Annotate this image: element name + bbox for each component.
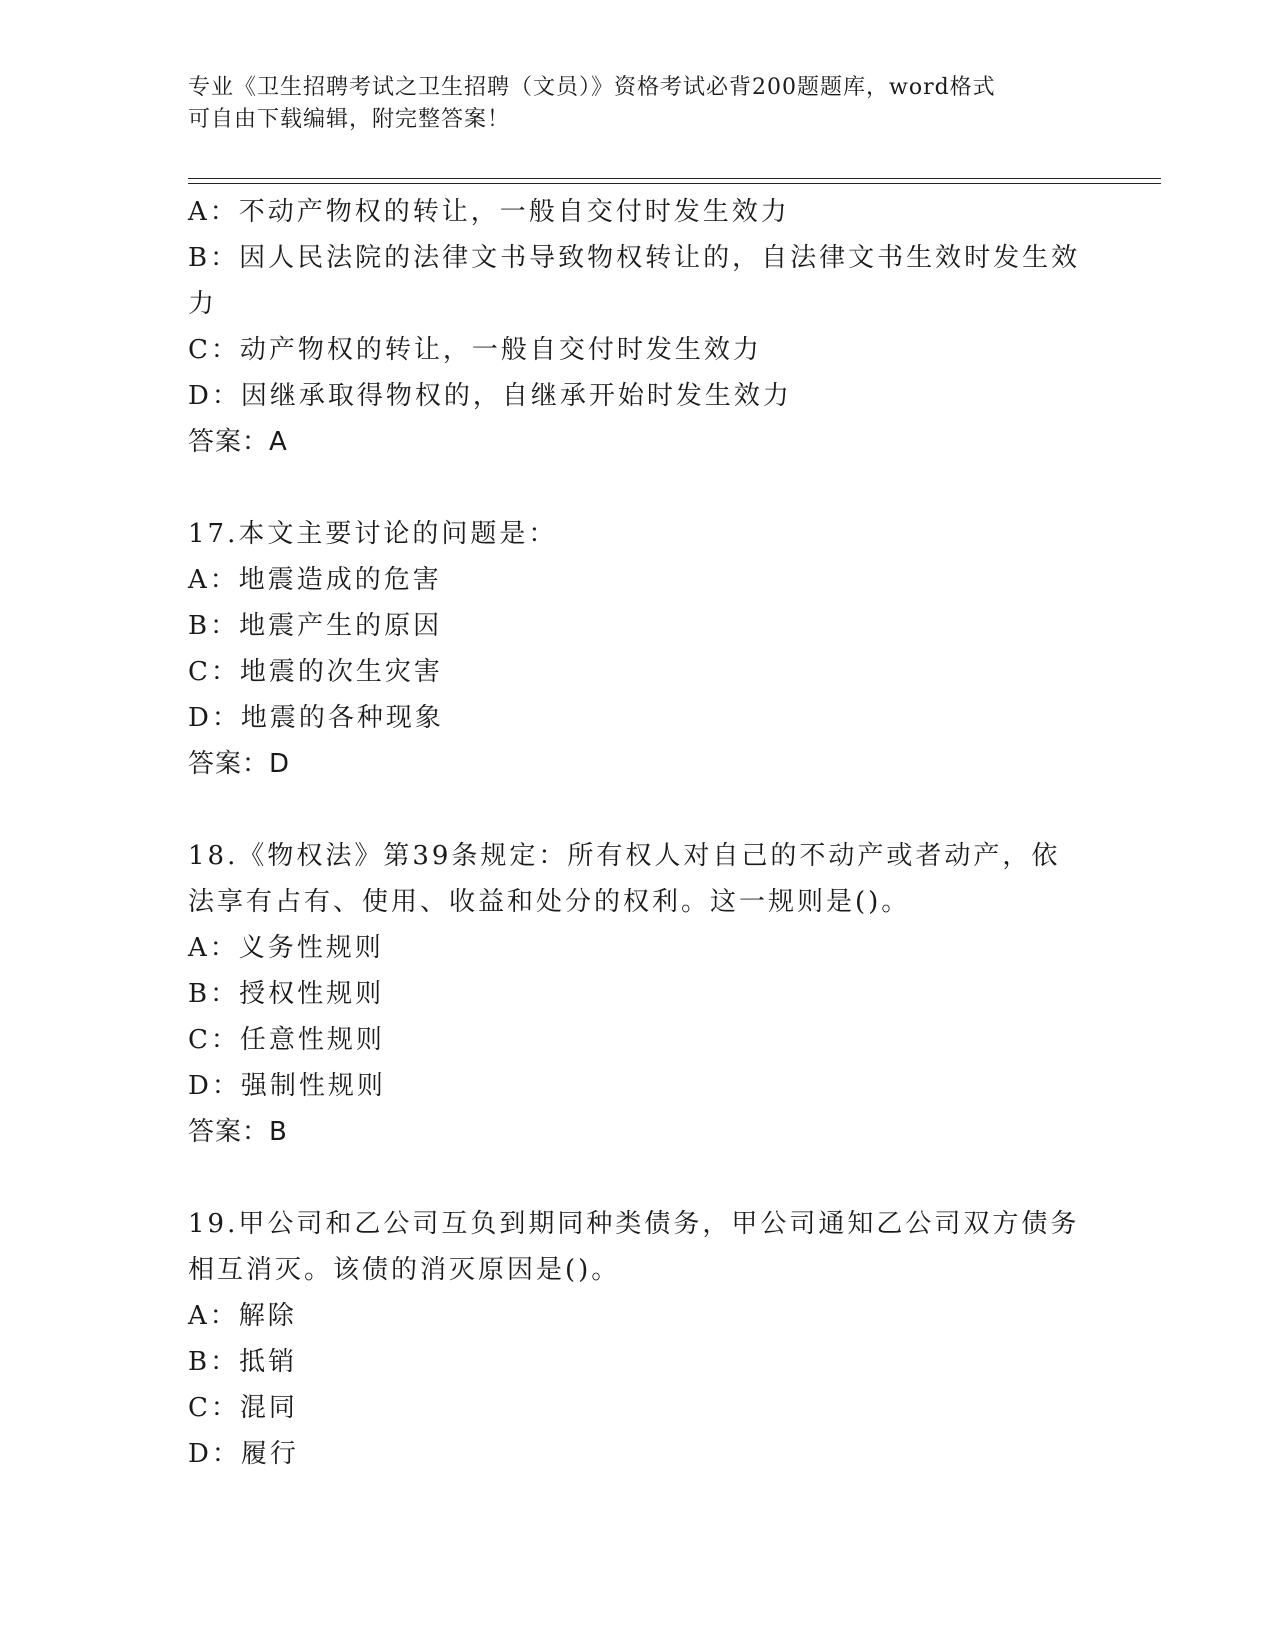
q19-option-a: A：解除	[188, 1301, 297, 1331]
spacer	[188, 787, 1088, 833]
q18-option-d: D：强制性规则	[188, 1071, 386, 1101]
q18-question-line-1: 18.《物权法》第39条规定：所有权人对自己的不动产或者动产，依	[188, 841, 1061, 871]
question-19	[188, 1201, 1088, 1477]
q18-option-c: C：任意性规则	[188, 1025, 385, 1055]
q16-option-b-line-1: B：因人民法院的法律文书导致物权转让的，自法律文书生效时发生效	[188, 243, 1081, 273]
q16-option-c: C：动产物权的转让，一般自交付时发生效力	[188, 335, 762, 365]
q19-question-line-1: 19.甲公司和乙公司互负到期同种类债务，甲公司通知乙公司双方债务	[188, 1209, 1080, 1239]
q19-option-c: C：混同	[188, 1393, 298, 1423]
q16-option-d: D：因继承取得物权的，自继承开始时发生效力	[188, 381, 792, 411]
question-17	[188, 511, 1088, 787]
header-divider-bottom	[188, 183, 1161, 184]
q19-option-d: D：履行	[188, 1439, 299, 1469]
q18-option-a: A：义务性规则	[188, 933, 384, 963]
header-divider-top	[188, 178, 1161, 179]
question-list	[188, 189, 1088, 1477]
q17-option-c: C：地震的次生灾害	[188, 657, 443, 687]
q17-option-a: A：地震造成的危害	[188, 565, 442, 595]
q17-option-d: D：地震的各种现象	[188, 703, 444, 733]
question-16	[188, 189, 1088, 465]
q18-question-line-2: 法享有占有、使用、收益和处分的权利。这一规则是()。	[188, 887, 911, 917]
q17-question: 17.本文主要讨论的问题是：	[188, 519, 558, 549]
spacer	[188, 465, 1088, 511]
document-header	[188, 72, 1088, 136]
q17-option-b: B：地震产生的原因	[188, 611, 443, 641]
q16-option-a: A：不动产物权的转让，一般自交付时发生效力	[188, 197, 790, 227]
q18-option-b: B：授权性规则	[188, 979, 385, 1009]
q18-answer: 答案：B	[188, 1117, 288, 1147]
q17-answer: 答案：D	[188, 749, 291, 779]
spacer	[188, 1155, 1088, 1201]
header-title-line-2: 可自由下载编辑，附完整答案！	[188, 107, 511, 132]
question-18	[188, 833, 1088, 1155]
header-title-line-1: 专业《卫生招聘考试之卫生招聘（文员）》资格考试必背200题题库，word格式	[188, 75, 996, 100]
q19-question-line-2: 相互消灭。该债的消灭原因是()。	[188, 1255, 621, 1285]
q16-option-b-line-2: 力	[188, 289, 218, 319]
q19-option-b: B：抵销	[188, 1347, 298, 1377]
q16-answer: 答案：A	[188, 427, 288, 457]
